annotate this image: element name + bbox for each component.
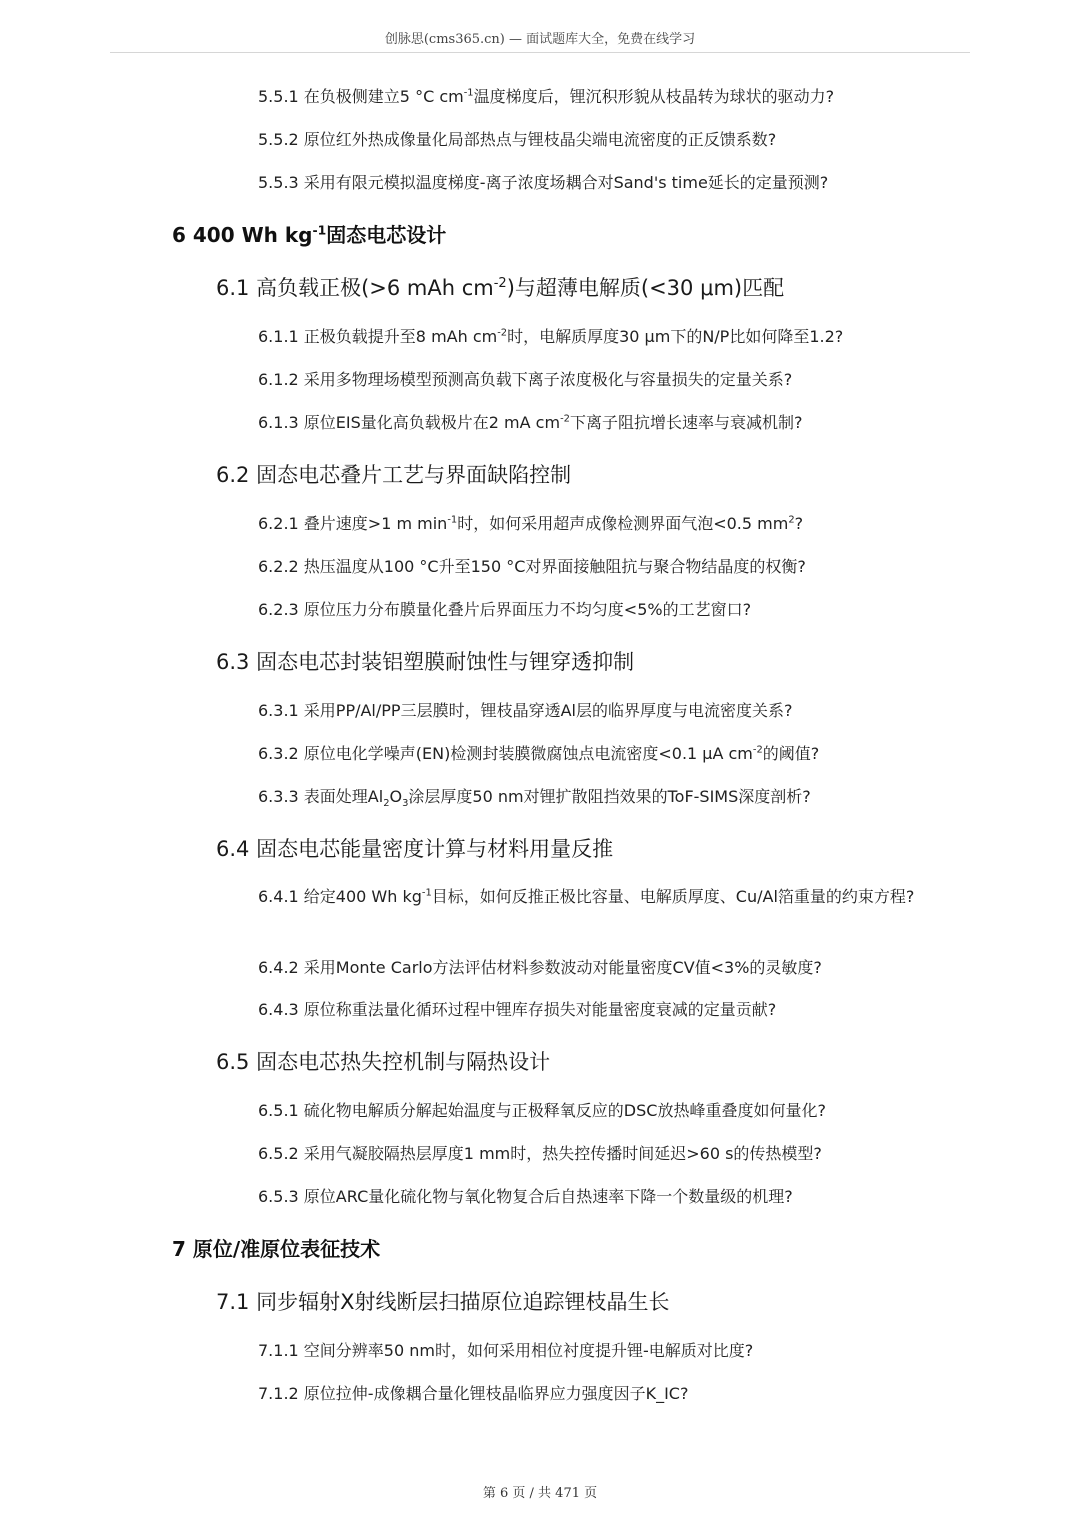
question-6-1-3: 6.1.3 原位EIS量化高负载极片在2 mA $cm^{-2}$下离子阻抗增长速率与衰减机制?	[258, 413, 803, 432]
question-6-4-2: 6.4.2 采用Monte Carlo方法评估材料参数波动对能量密度CV值<3%的灵敏度?	[258, 958, 822, 977]
page-footer: 第 6 页 / 共 471 页	[482, 1486, 598, 1501]
superscript: -2	[560, 413, 570, 425]
section-heading-6-4: 6.4 固态电芯能量密度计算与材料用量反推	[216, 837, 614, 861]
question-5-5-3: 5.5.3 采用有限元模拟温度梯度-离子浓度场耦合对Sand's time延长的定量预测?	[258, 173, 829, 192]
section-heading-6-5: 6.5 固态电芯热失控机制与隔热设计	[216, 1050, 551, 1074]
superscript: 2	[788, 514, 795, 526]
question-6-2-3: 6.2.3 原位压力分布膜量化叠片后界面压力不均匀度<5%的工艺窗口?	[258, 600, 752, 619]
section-heading-6-3: 6.3 固态电芯封装铝塑膜耐蚀性与锂穿透抑制	[216, 650, 635, 674]
superscript: -1	[447, 514, 458, 526]
question-7-1-2: 7.1.2 原位拉伸-成像耦合量化锂枝晶临界应力强度因子K_IC?	[258, 1384, 689, 1403]
question-5-5-2: 5.5.2 原位红外热成像量化局部热点与锂枝晶尖端电流密度的正反馈系数?	[258, 130, 777, 149]
section-heading-6-1: 6.1 高负载正极(>6 mAh $cm^{-2}$)与超薄电解质(<30 μm)匹配	[216, 276, 785, 300]
question-6-5-2: 6.5.2 采用气凝胶隔热层厚度1 mm时，热失控传播时间延迟>60 s的传热模型?	[258, 1144, 822, 1163]
superscript: -2	[493, 276, 507, 291]
chapter-heading-7: 7 原位/准原位表征技术	[172, 1237, 381, 1261]
chapter-heading-6: 6 400 Wh $kg^{-1}$固态电芯设计	[172, 222, 447, 247]
question-6-2-1: 6.2.1 叠片速度>1 m $\min^{-1}$时，如何采用超声成像检测界面气泡<0.5 $mm^2$?	[258, 514, 804, 533]
section-heading-7-1: 7.1 同步辐射X射线断层扫描原位追踪锂枝晶生长	[216, 1290, 670, 1314]
superscript: -2	[497, 327, 508, 339]
question-7-1-1: 7.1.1 空间分辨率50 nm时，如何采用相位衬度提升锂-电解质对比度?	[258, 1341, 754, 1360]
header-divider	[110, 52, 970, 53]
question-6-1-2: 6.1.2 采用多物理场模型预测高负载下离子浓度极化与容量损失的定量关系?	[258, 370, 793, 389]
question-6-3-3: 6.3.3 表面处理$Al_2O_3$涂层厚度50 nm对锂扩散阻挡效果的ToF-SIMS深度剖析?	[258, 787, 811, 810]
question-5-5-1: 5.5.1 在负极侧建立5 °C $cm^{-1}$温度梯度后，锂沉积形貌从枝晶转为球状的驱动力?	[258, 87, 835, 106]
question-6-2-2: 6.2.2 热压温度从100 °C升至150 °C对界面接触阻抗与聚合物结晶度的权衡?	[258, 557, 806, 576]
subscript: 2	[383, 798, 390, 810]
question-6-4-1: 6.4.1 给定400 Wh $kg^{-1}$目标，如何反推正极比容量、电解质厚度、Cu/Al箔重量的约束方程?	[258, 887, 915, 906]
section-heading-6-2: 6.2 固态电芯叠片工艺与界面缺陷控制	[216, 463, 572, 487]
question-6-3-1: 6.3.1 采用PP/Al/PP三层膜时，锂枝晶穿透Al层的临界厚度与电流密度关系?	[258, 701, 793, 720]
question-6-5-3: 6.5.3 原位ARC量化硫化物与氧化物复合后自热速率下降一个数量级的机理?	[258, 1187, 793, 1206]
superscript: -1	[421, 887, 432, 899]
superscript: -1	[312, 222, 327, 238]
page-header: 创脉思(cms365.cn) — 面试题库大全，免费在线学习	[384, 32, 696, 47]
superscript: -1	[463, 87, 474, 99]
question-6-1-1: 6.1.1 正极负载提升至8 mAh $cm^{-2}$时，电解质厚度30 μm下的N/P比如何降至1.2?	[258, 327, 844, 346]
subscript: 3	[402, 798, 409, 810]
question-6-3-2: 6.3.2 原位电化学噪声(EN)检测封装膜微腐蚀点电流密度<0.1 μA $cm^{-2}$的阈值?	[258, 744, 820, 763]
question-6-5-1: 6.5.1 硫化物电解质分解起始温度与正极释氧反应的DSC放热峰重叠度如何量化?	[258, 1101, 826, 1120]
question-6-4-3: 6.4.3 原位称重法量化循环过程中锂库存损失对能量密度衰减的定量贡献?	[258, 1000, 777, 1019]
superscript: -2	[752, 744, 763, 756]
